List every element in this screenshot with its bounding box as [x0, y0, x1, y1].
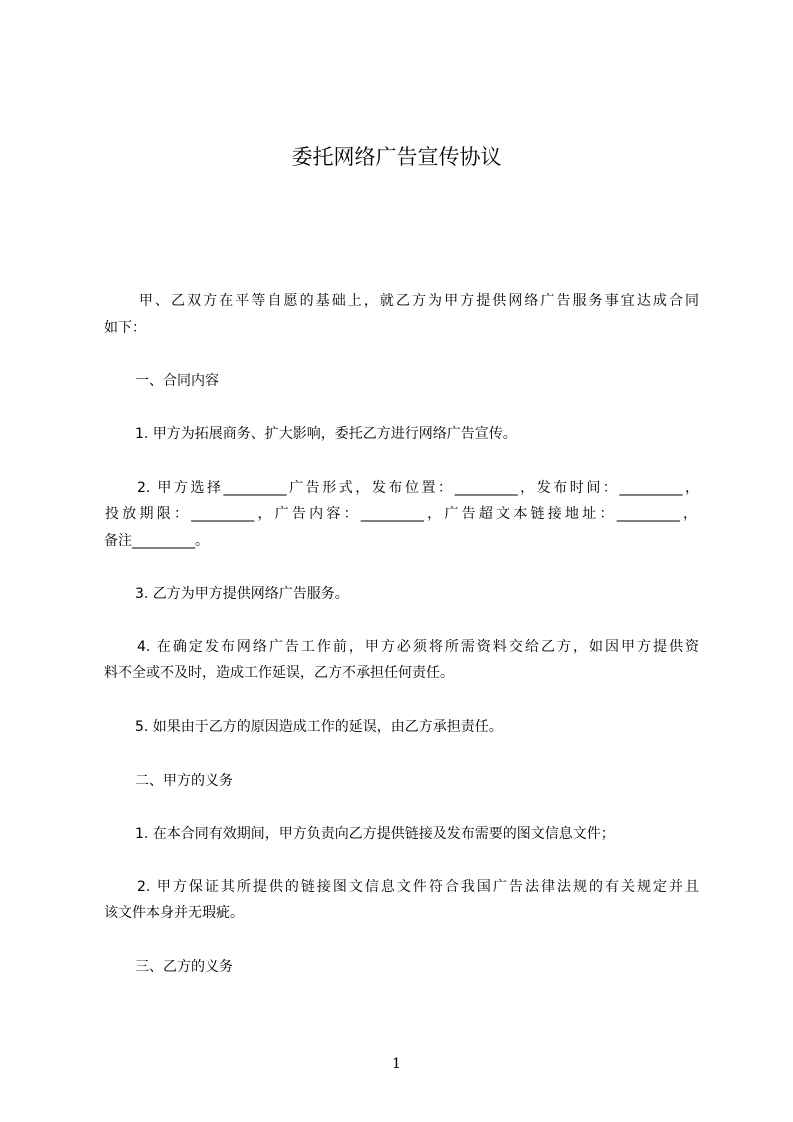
section-1-item-2-line-2: 投放期限：_________，广告内容：_________，广告超文本链接地址：_________， — [105, 506, 697, 522]
section-1-item-3: 3. 乙方为甲方提供网络广告服务。 — [135, 586, 349, 602]
section-1-item-2-line-1: 2. 甲方选择_________广告形式，发布位置：_________，发布时间：_________， — [137, 480, 699, 496]
section-2-item-1: 1. 在本合同有效期间，甲方负责向乙方提供链接及发布需要的图文信息文件； — [135, 826, 615, 842]
section-1-item-4-line-1: 4. 在确定发布网络广告工作前，甲方必须将所需资料交给乙方，如因甲方提供资 — [137, 639, 699, 655]
intro-line-2: 如下： — [104, 320, 146, 336]
section-1-item-2-line-3: 备注_________。 — [104, 533, 209, 549]
section-2-item-2-line-2: 该文件本身并无瑕疵。 — [104, 905, 244, 921]
section-2-item-2-line-1: 2. 甲方保证其所提供的链接图文信息文件符合我国广告法律法规的有关规定并且 — [137, 879, 699, 895]
section-3-heading: 三、乙方的义务 — [135, 959, 233, 975]
section-1-item-1: 1. 甲方为拓展商务、扩大影响，委托乙方进行网络广告宣传。 — [135, 426, 517, 442]
section-1-heading: 一、合同内容 — [135, 373, 219, 389]
page-number: 1 — [392, 1056, 401, 1072]
section-1-item-4-line-2: 料不全或不及时，造成工作延误，乙方不承担任何责任。 — [104, 665, 454, 681]
section-1-item-5: 5. 如果由于乙方的原因造成工作的延误，由乙方承担责任。 — [135, 719, 503, 735]
intro-line-1: 甲、乙双方在平等自愿的基础上，就乙方为甲方提供网络广告服务事宜达成合同 — [139, 293, 699, 309]
section-2-heading: 二、甲方的义务 — [135, 773, 233, 789]
document-title: 委托网络广告宣传协议 — [291, 145, 502, 169]
